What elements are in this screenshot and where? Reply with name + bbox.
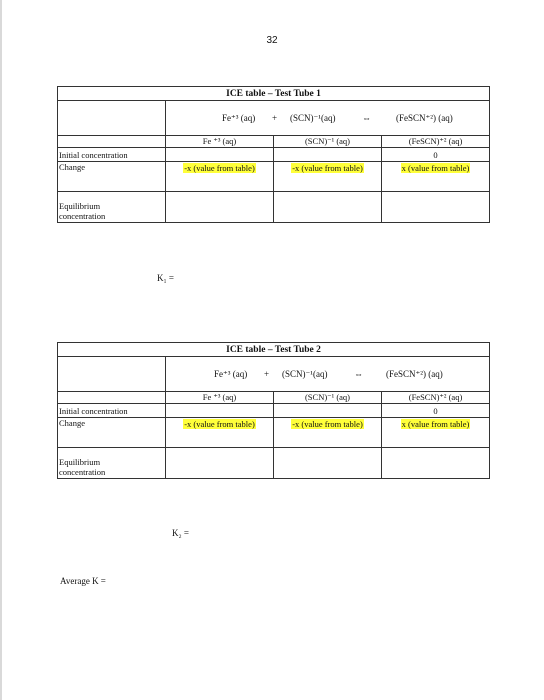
eq1-equilibrium-arrow: ⇔ bbox=[362, 113, 371, 123]
species-scn-header: (SCN)⁻¹ (aq) bbox=[274, 136, 382, 148]
equilibrium-fescn-cell[interactable] bbox=[382, 448, 490, 479]
page-left-edge bbox=[0, 0, 2, 700]
initial-scn-cell[interactable] bbox=[274, 148, 382, 162]
equilibrium-fe-cell[interactable] bbox=[166, 192, 274, 223]
equilibrium-fescn-cell[interactable] bbox=[382, 192, 490, 223]
change-fescn-value: x (value from table) bbox=[401, 419, 470, 429]
initial-fescn-cell: 0 bbox=[382, 148, 490, 162]
average-k-label: Average K = bbox=[60, 576, 106, 586]
eq1-plus-sign: + bbox=[272, 113, 278, 123]
equilibrium-concentration-label: Equilibrium concentration bbox=[58, 448, 166, 479]
species-fe-header: Fe ⁺³ (aq) bbox=[166, 136, 274, 148]
change-fe-cell bbox=[166, 418, 274, 448]
reaction-equation-2 bbox=[166, 357, 490, 392]
eq2-equilibrium-arrow: ⇔ bbox=[354, 369, 363, 379]
change-scn-value: -x (value from table) bbox=[292, 163, 363, 173]
ice-table-2-title: ICE table – Test Tube 2 bbox=[58, 343, 490, 357]
species-fescn-header: (FeSCN)⁺² (aq) bbox=[382, 392, 490, 404]
k1-label: K₁ = bbox=[157, 273, 174, 283]
eq2-plus-sign: + bbox=[264, 369, 270, 379]
initial-concentration-label: Initial concentration bbox=[58, 148, 166, 162]
change-label: Change bbox=[58, 162, 166, 192]
eq1-product-fescn: (FeSCN⁺²) (aq) bbox=[396, 113, 453, 123]
equilibrium-scn-cell[interactable] bbox=[274, 192, 382, 223]
ice-table-1-title: ICE table – Test Tube 1 bbox=[58, 87, 490, 101]
change-fe-value: -x (value from table) bbox=[184, 163, 255, 173]
initial-fescn-cell: 0 bbox=[382, 404, 490, 418]
change-scn-value: -x (value from table) bbox=[292, 419, 363, 429]
eq1-reactant-scn: (SCN)⁻¹(aq) bbox=[290, 113, 336, 123]
initial-concentration-label: Initial concentration bbox=[58, 404, 166, 418]
species-fe-header: Fe ⁺³ (aq) bbox=[166, 392, 274, 404]
ice-table-1 bbox=[57, 86, 490, 223]
equilibrium-fe-cell[interactable] bbox=[166, 448, 274, 479]
change-fescn-cell bbox=[382, 418, 490, 448]
eq2-reactant-fe: Fe⁺³ (aq) bbox=[214, 369, 248, 379]
initial-scn-cell[interactable] bbox=[274, 404, 382, 418]
equilibrium-concentration-label: Equilibrium concentration bbox=[58, 192, 166, 223]
eq2-product-fescn: (FeSCN⁺²) (aq) bbox=[386, 369, 443, 379]
species-fescn-header: (FeSCN)⁺² (aq) bbox=[382, 136, 490, 148]
change-scn-cell bbox=[274, 162, 382, 192]
change-fe-cell bbox=[166, 162, 274, 192]
initial-fe-cell[interactable] bbox=[166, 404, 274, 418]
eq2-reactant-scn: (SCN)⁻¹(aq) bbox=[282, 369, 328, 379]
initial-fe-cell[interactable] bbox=[166, 148, 274, 162]
species-scn-header: (SCN)⁻¹ (aq) bbox=[274, 392, 382, 404]
change-fe-value: -x (value from table) bbox=[184, 419, 255, 429]
k2-label: K₂ = bbox=[172, 528, 189, 538]
change-scn-cell bbox=[274, 418, 382, 448]
reaction-equation-1 bbox=[166, 101, 490, 136]
ice-table-2 bbox=[57, 342, 490, 479]
change-fescn-value: x (value from table) bbox=[401, 163, 470, 173]
change-label: Change bbox=[58, 418, 166, 448]
equilibrium-scn-cell[interactable] bbox=[274, 448, 382, 479]
change-fescn-cell bbox=[382, 162, 490, 192]
eq1-reactant-fe: Fe⁺³ (aq) bbox=[222, 113, 256, 123]
page-number: 32 bbox=[266, 35, 278, 46]
